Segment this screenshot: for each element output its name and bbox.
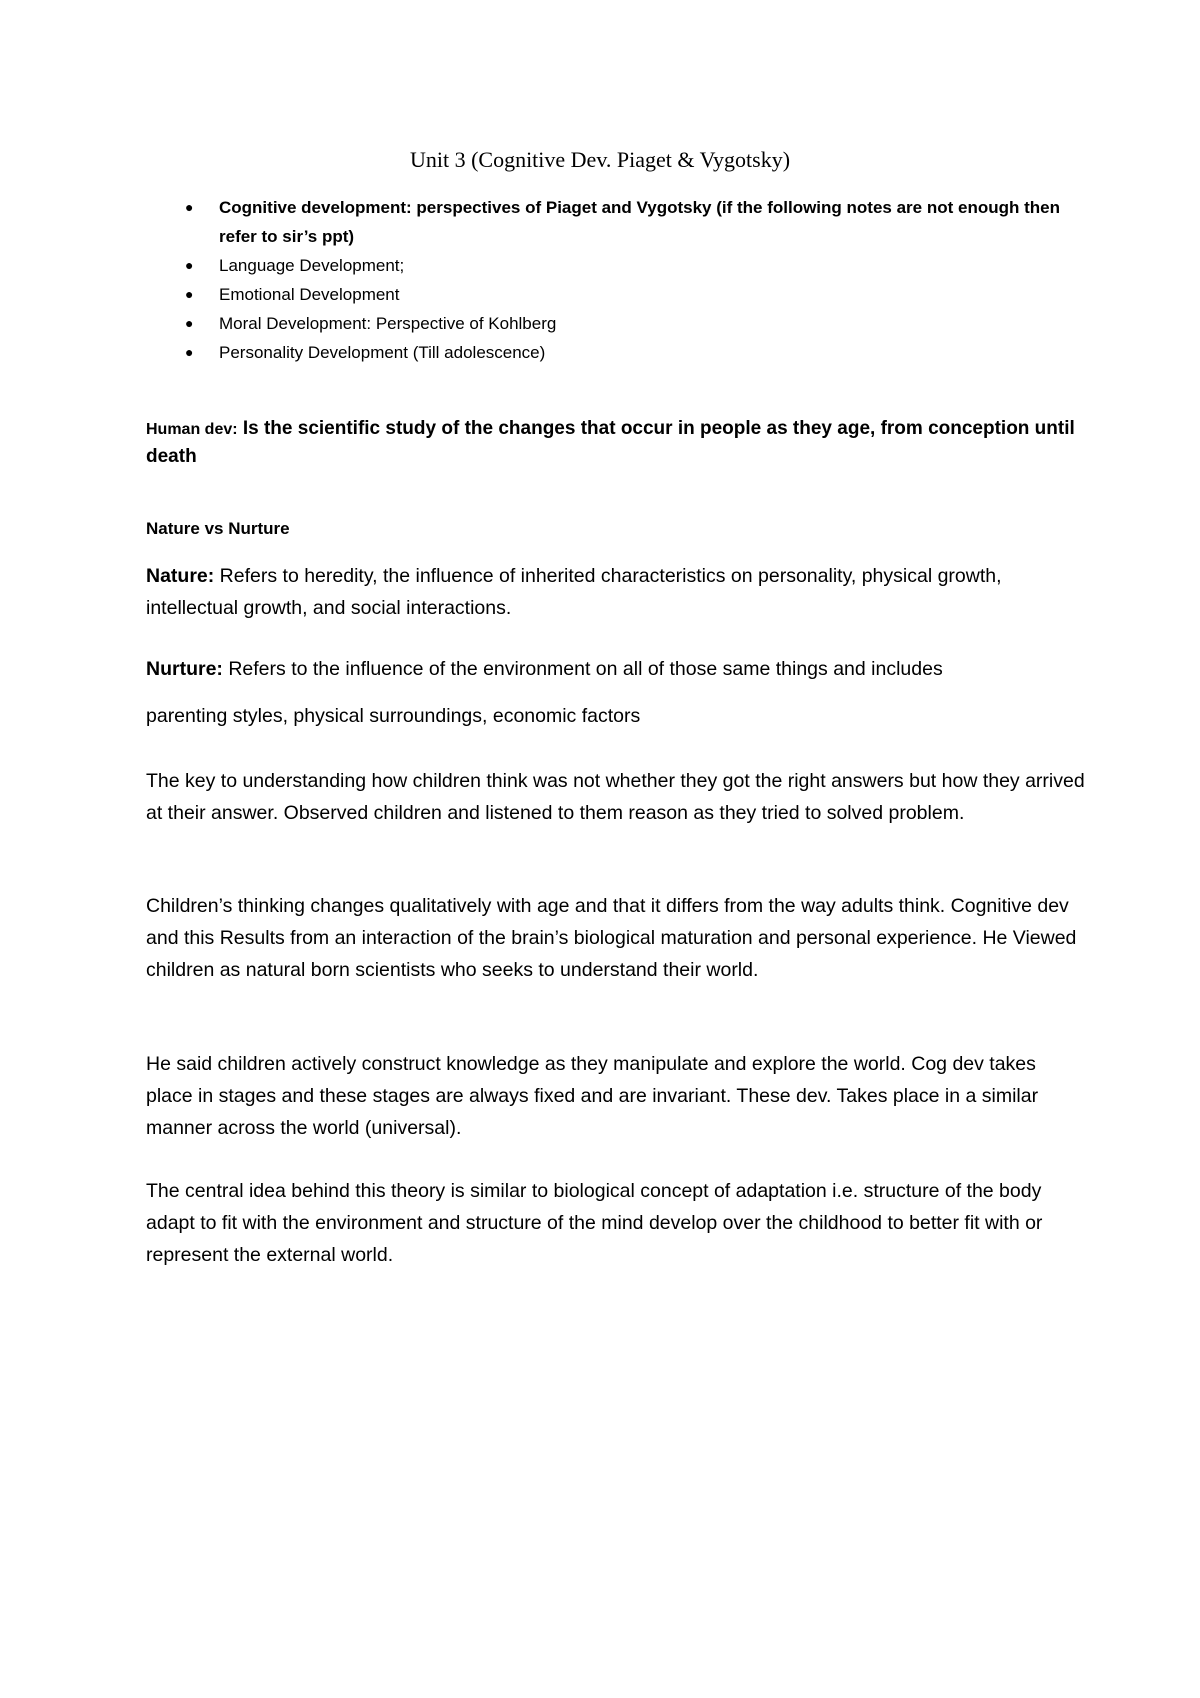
key-paragraph: The key to understanding how children think was not whether they got the right answers but how they arrived at their answer. Observed children and listened to them reason as they tried to solved problem. (146, 770, 1085, 824)
bullet-icon: ● (185, 257, 194, 273)
topic-item-text: Moral Development: Perspective of Kohlberg (219, 314, 557, 333)
nurture-paragraph (146, 653, 1086, 732)
topic-list (185, 193, 1085, 367)
topic-item-text: Personality Development (Till adolescence) (219, 343, 546, 362)
construct-paragraph: He said children actively construct knowledge as they manipulate and explore the world. Cog dev takes place in stages and these stages are always fixed and are invariant. These dev. Takes place in a similar manner across the world (universal). (146, 1053, 1039, 1139)
human-dev-term: Human dev: (146, 421, 238, 438)
topic-item (185, 309, 1085, 338)
nurture-term: Nurture: (146, 658, 223, 680)
page-title: Unit 3 (Cognitive Dev. Piaget & Vygotsky) (409, 147, 791, 172)
bullet-icon: ● (185, 199, 194, 215)
topic-item (185, 280, 1085, 309)
human-dev-text: Is the scientific study of the changes that occur in people as they age, from conception until death (146, 418, 1075, 467)
topic-item-text: Emotional Development (219, 285, 400, 304)
nature-vs-nurture-heading: Nature vs Nurture (146, 519, 290, 538)
nurture-text-line2: parenting styles, physical surroundings, economic factors (146, 705, 641, 727)
nature-paragraph (146, 560, 1086, 624)
nature-term: Nature: (146, 565, 215, 587)
nurture-text: Refers to the influence of the environment on all of those same things and includes (222, 658, 943, 680)
topic-item-text: Language Development; (219, 256, 405, 275)
bullet-icon: ● (185, 315, 194, 331)
bullet-icon: ● (185, 344, 194, 360)
topic-item (185, 338, 1085, 367)
central-idea-paragraph: The central idea behind this theory is similar to biological concept of adaptation i.e. structure of the body adapt to fit with the environment and structure of the mind develop over the childhood to better fit with or represent the external world. (146, 1180, 1043, 1266)
topic-item (185, 251, 1085, 280)
topic-item (185, 193, 1085, 251)
bullet-icon: ● (185, 286, 194, 302)
thinking-paragraph: Children’s thinking changes qualitatively with age and that it differs from the way adults think. Cognitive dev and this Results from an interaction of the brain’s biological maturation and personal experience. He Viewed children as natural born scientists who seeks to understand their world. (146, 895, 1077, 981)
human-dev-definition (146, 415, 1086, 470)
nature-text: Refers to heredity, the influence of inherited characteristics on personality, physical growth, intellectual growth, and social interactions. (146, 565, 1002, 619)
topic-item-text: Cognitive development: perspectives of Piaget and Vygotsky (if the following notes are not enough then refer to sir’s ppt) (219, 198, 1060, 246)
